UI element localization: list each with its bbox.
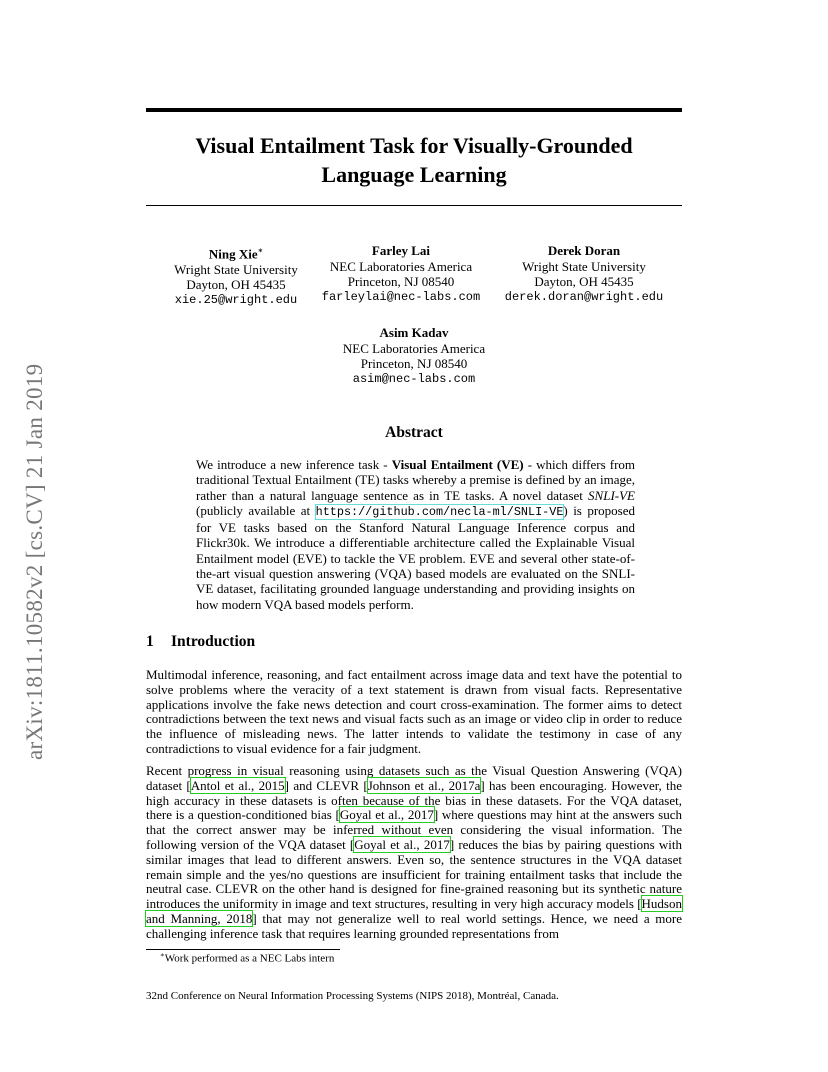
author-affiliation: Wright State University — [174, 261, 298, 277]
author-affiliation: NEC Laboratories America — [342, 340, 486, 356]
citation-link[interactable]: Antol et al., 2015 — [190, 777, 285, 793]
author-address: Dayton, OH 45435 — [186, 277, 286, 293]
author-block-2 — [316, 243, 486, 305]
intro-paragraph-2: Recent progress in visual reasoning using datasets such as the Visual Question Answering (VQA) dataset [Antol et al., 2015] and CLEVR [Johnson et al., 2017a] has been encouraging. However, the high accuracy in these datasets is often because of the bias in these datasets. For the VQA dataset, there is a question-conditioned bias [Goyal et al., 2017] where questions may hint at the answers such that the correct answer may be inferred without even considering the visual information. The following version of the VQA dataset [Goyal et al., 2017] reduces the bias by pairing questions with similar images that lead to different answers. Even so, the sentence structures in the VQA dataset remain simple and the yes/no questions are insufficient for training entailment tasks that include the neutral case. CLEVR on the other hand is designed for fine-grained reasoning but its synthetic nature introduces the uniformity in image and text structures, resulting in very high accuracy models [Hudson and Manning, 2018] that may not generalize well to real world settings. Hence, we need a more challenging inference task that requires learning grounded representations from — [146, 763, 682, 941]
citation-link[interactable]: Johnson et al., 2017a — [367, 777, 481, 793]
title-line-1: Visual Entailment Task for Visually-Grounded — [195, 133, 633, 158]
author-name: Farley Lai — [371, 243, 431, 258]
author-address: Dayton, OH 45435 — [534, 274, 634, 289]
author-address: Princeton, NJ 08540 — [360, 356, 468, 371]
title-line-2: Language Learning — [321, 162, 507, 187]
footnote-rule — [146, 949, 340, 950]
author-affiliation: NEC Laboratories America — [329, 258, 473, 274]
section-heading-introduction: 1 Introduction — [146, 633, 256, 650]
author-block-4 — [324, 325, 504, 387]
author-name: Ning Xie∗ — [208, 246, 264, 262]
citation-link[interactable]: Goyal et al., 2017 — [354, 836, 450, 852]
arxiv-stamp: arXiv:1811.10582v2 [cs.CV] 21 Jan 2019 — [22, 363, 47, 760]
citation-link[interactable]: Goyal et al., 2017 — [339, 807, 434, 823]
dataset-link[interactable]: https://github.com/necla-ml/SNLI-VE — [315, 504, 564, 519]
author-name: Asim Kadav — [379, 325, 449, 340]
author-email[interactable]: xie.25@wright.edu — [174, 292, 298, 307]
author-address: Princeton, NJ 08540 — [347, 274, 455, 289]
author-block-1 — [156, 243, 316, 308]
title-top-rule — [146, 108, 682, 112]
citation-link[interactable]: Hudson and Manning, 2018 — [146, 896, 682, 926]
author-email[interactable]: derek.doran@wright.edu — [504, 289, 664, 304]
author-name: Derek Doran — [547, 243, 621, 258]
abstract-body: We introduce a new inference task - Visual Entailment (VE) - which differs from traditional Textual Entailment (TE) tasks whereby a premise is defined by an image, rather than a natural language sentence as in TE tasks. A novel dataset SNLI-VE (publicly available at https://github.com/necla-ml/SNLI-VE) is proposed for VE tasks based on the Stanford Natural Language Inference corpus and Flickr30k. We introduce a differentiable architecture called the Explainable Visual Entailment model (EVE) to tackle the VE problem. EVE and several other state-of-the-art visual question answering (VQA) based models are evaluated on the SNLI-VE dataset, facilitating grounded language understanding and providing insights on how modern VQA based models perform. — [196, 457, 636, 612]
author-block-3 — [496, 243, 672, 305]
paper-title — [146, 131, 682, 189]
conference-footer: 32nd Conference on Neural Information Processing Systems (NIPS 2018), Montréal, Canada. — [146, 990, 559, 1002]
author-email[interactable]: farleylai@nec-labs.com — [321, 289, 481, 304]
author-email[interactable]: asim@nec-labs.com — [352, 371, 476, 386]
abstract-heading: Abstract — [385, 424, 443, 441]
author-affiliation: Wright State University — [522, 258, 646, 274]
footnote: ∗Work performed as a NEC Labs intern — [160, 951, 335, 965]
intro-paragraph-1: Multimodal inference, reasoning, and fact entailment across image data and text have the potential to solve problems where the veracity of a text statement is drawn from visual facts. Representative applications involve the fake news detection and court cross-examination. The former aims to detect contradictions between the text news and visual facts such as an image or video clip in order to reduce the influence of misleading news. The latter intends to validate the testimony in case of any contradictions to visual evidence for a fair judgment. — [146, 667, 682, 756]
title-bottom-rule — [146, 205, 682, 206]
